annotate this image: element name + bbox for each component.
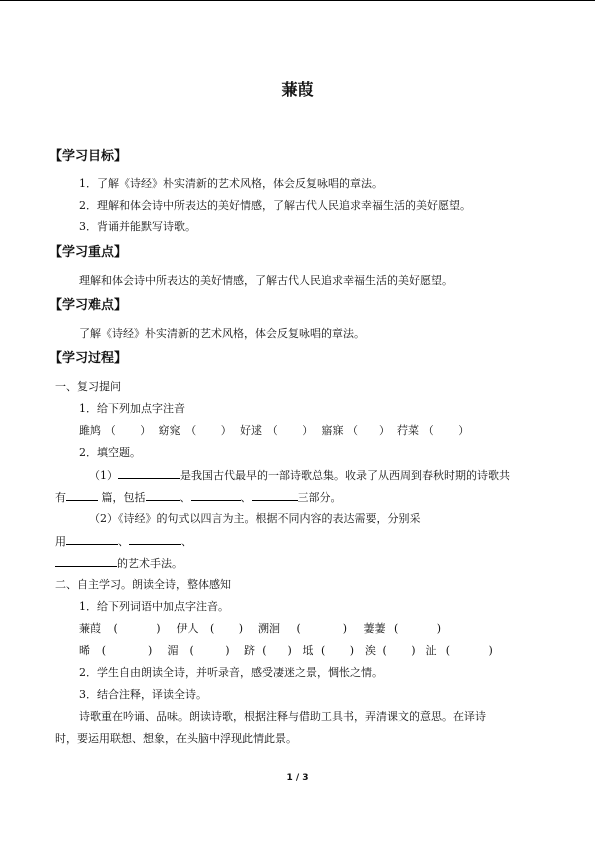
pinyin-item: 寤寐 （ ） [321, 424, 390, 437]
answer-blank[interactable] [129, 533, 181, 545]
part1-q1: 1．给下列加点字注音 [79, 402, 185, 415]
page-top-border [0, 0, 595, 1]
pinyin-item: 沚 ( ) [425, 644, 493, 657]
goal-item-1: 1．了解《诗经》朴实清新的艺术风格，体会反复咏唱的章法。 [79, 177, 383, 190]
answer-blank[interactable] [146, 489, 180, 501]
answer-blank[interactable] [55, 555, 117, 567]
fill-in-2: （2）《诗经》的句式以四言为主。根据不同内容的表达需要，分别采 [89, 512, 421, 525]
pinyin-item: 萋萋 ( ) [363, 622, 442, 635]
part2-title: 二、自主学习。朗读全诗，整体感知 [55, 578, 231, 591]
answer-blank[interactable] [252, 489, 298, 501]
part2-paragraph-cont: 时，要运用联想、想象，在头脑中浮现此情此景。 [55, 732, 297, 745]
pinyin-item: 好逑 （ ） [240, 424, 314, 437]
fill-in-1: （1） 是我国古代最早的一部诗歌总集。收录了从西周到春秋时期的诗歌共 [89, 469, 510, 482]
answer-blank[interactable] [118, 467, 180, 479]
pinyin-item: 雎鸠 （ ） [79, 424, 152, 437]
part2-q1: 1．给下列词语中加点字注音。 [79, 600, 229, 613]
pinyin-item: 伊人 ( ) [176, 622, 244, 635]
pinyin-row [79, 423, 473, 438]
pinyin-item: 蒹葭 ( ) [79, 622, 161, 635]
page-title: 蒹葭 [281, 80, 314, 99]
pinyin-item: 跻 ( ) [244, 644, 292, 657]
page-number: 1 / 3 [286, 773, 309, 783]
part2-q3: 3．结合注释，译读全诗。 [79, 688, 207, 701]
part1-title: 一、复习提问 [55, 380, 121, 393]
pinyin-item: 湄 ( ) [167, 644, 230, 657]
part2-paragraph: 诗歌重在吟诵、品味。朗读诗歌，根据注释与借助工具书，弄清课文的意思。在译诗 [79, 710, 486, 723]
difficulties-text: 了解《诗经》朴实清新的艺术风格，体会反复咏唱的章法。 [79, 327, 365, 340]
goal-item-3: 3．背诵并能默写诗歌。 [79, 220, 196, 233]
pinyin-item: 荇菜 （ ） [397, 424, 470, 437]
pinyin-item: 溯洄 ( ) [258, 622, 348, 635]
key-points-text: 理解和体会诗中所表达的美好情感，了解古代人民追求幸福生活的美好愿望。 [79, 274, 453, 287]
part1-q2: 2．填空题。 [79, 446, 141, 459]
fill-in-2-line2: 用 、 、 [55, 535, 192, 548]
pinyin-item: 窈窕 （ ） [158, 424, 232, 437]
section-heading-difficulties: 【学习难点】 [49, 298, 128, 313]
pinyin-item: 涘 ( ) [365, 644, 416, 657]
answer-blank[interactable] [66, 533, 118, 545]
goal-item-2: 2．理解和体会诗中所表达的美好情感，了解古代人民追求幸福生活的美好愿望。 [79, 199, 471, 212]
fill-in-1-line2: 有 篇，包括 、 、 三部分。 [55, 491, 342, 504]
pinyin-row-3 [79, 643, 499, 658]
section-heading-key-points: 【学习重点】 [49, 245, 128, 260]
section-heading-goals: 【学习目标】 [49, 149, 128, 164]
answer-blank[interactable] [66, 489, 98, 501]
pinyin-row-2 [79, 621, 450, 636]
section-heading-process: 【学习过程】 [49, 351, 128, 366]
part2-q2: 2．学生自由朗读全诗，并听录音，感受凄迷之景，惆怅之情。 [79, 666, 383, 679]
answer-blank[interactable] [191, 489, 241, 501]
fill-in-2-line3: 的艺术手法。 [55, 555, 183, 571]
pinyin-item: 晞 ( ) [79, 644, 153, 657]
pinyin-item: 坻 ( ) [302, 644, 355, 657]
